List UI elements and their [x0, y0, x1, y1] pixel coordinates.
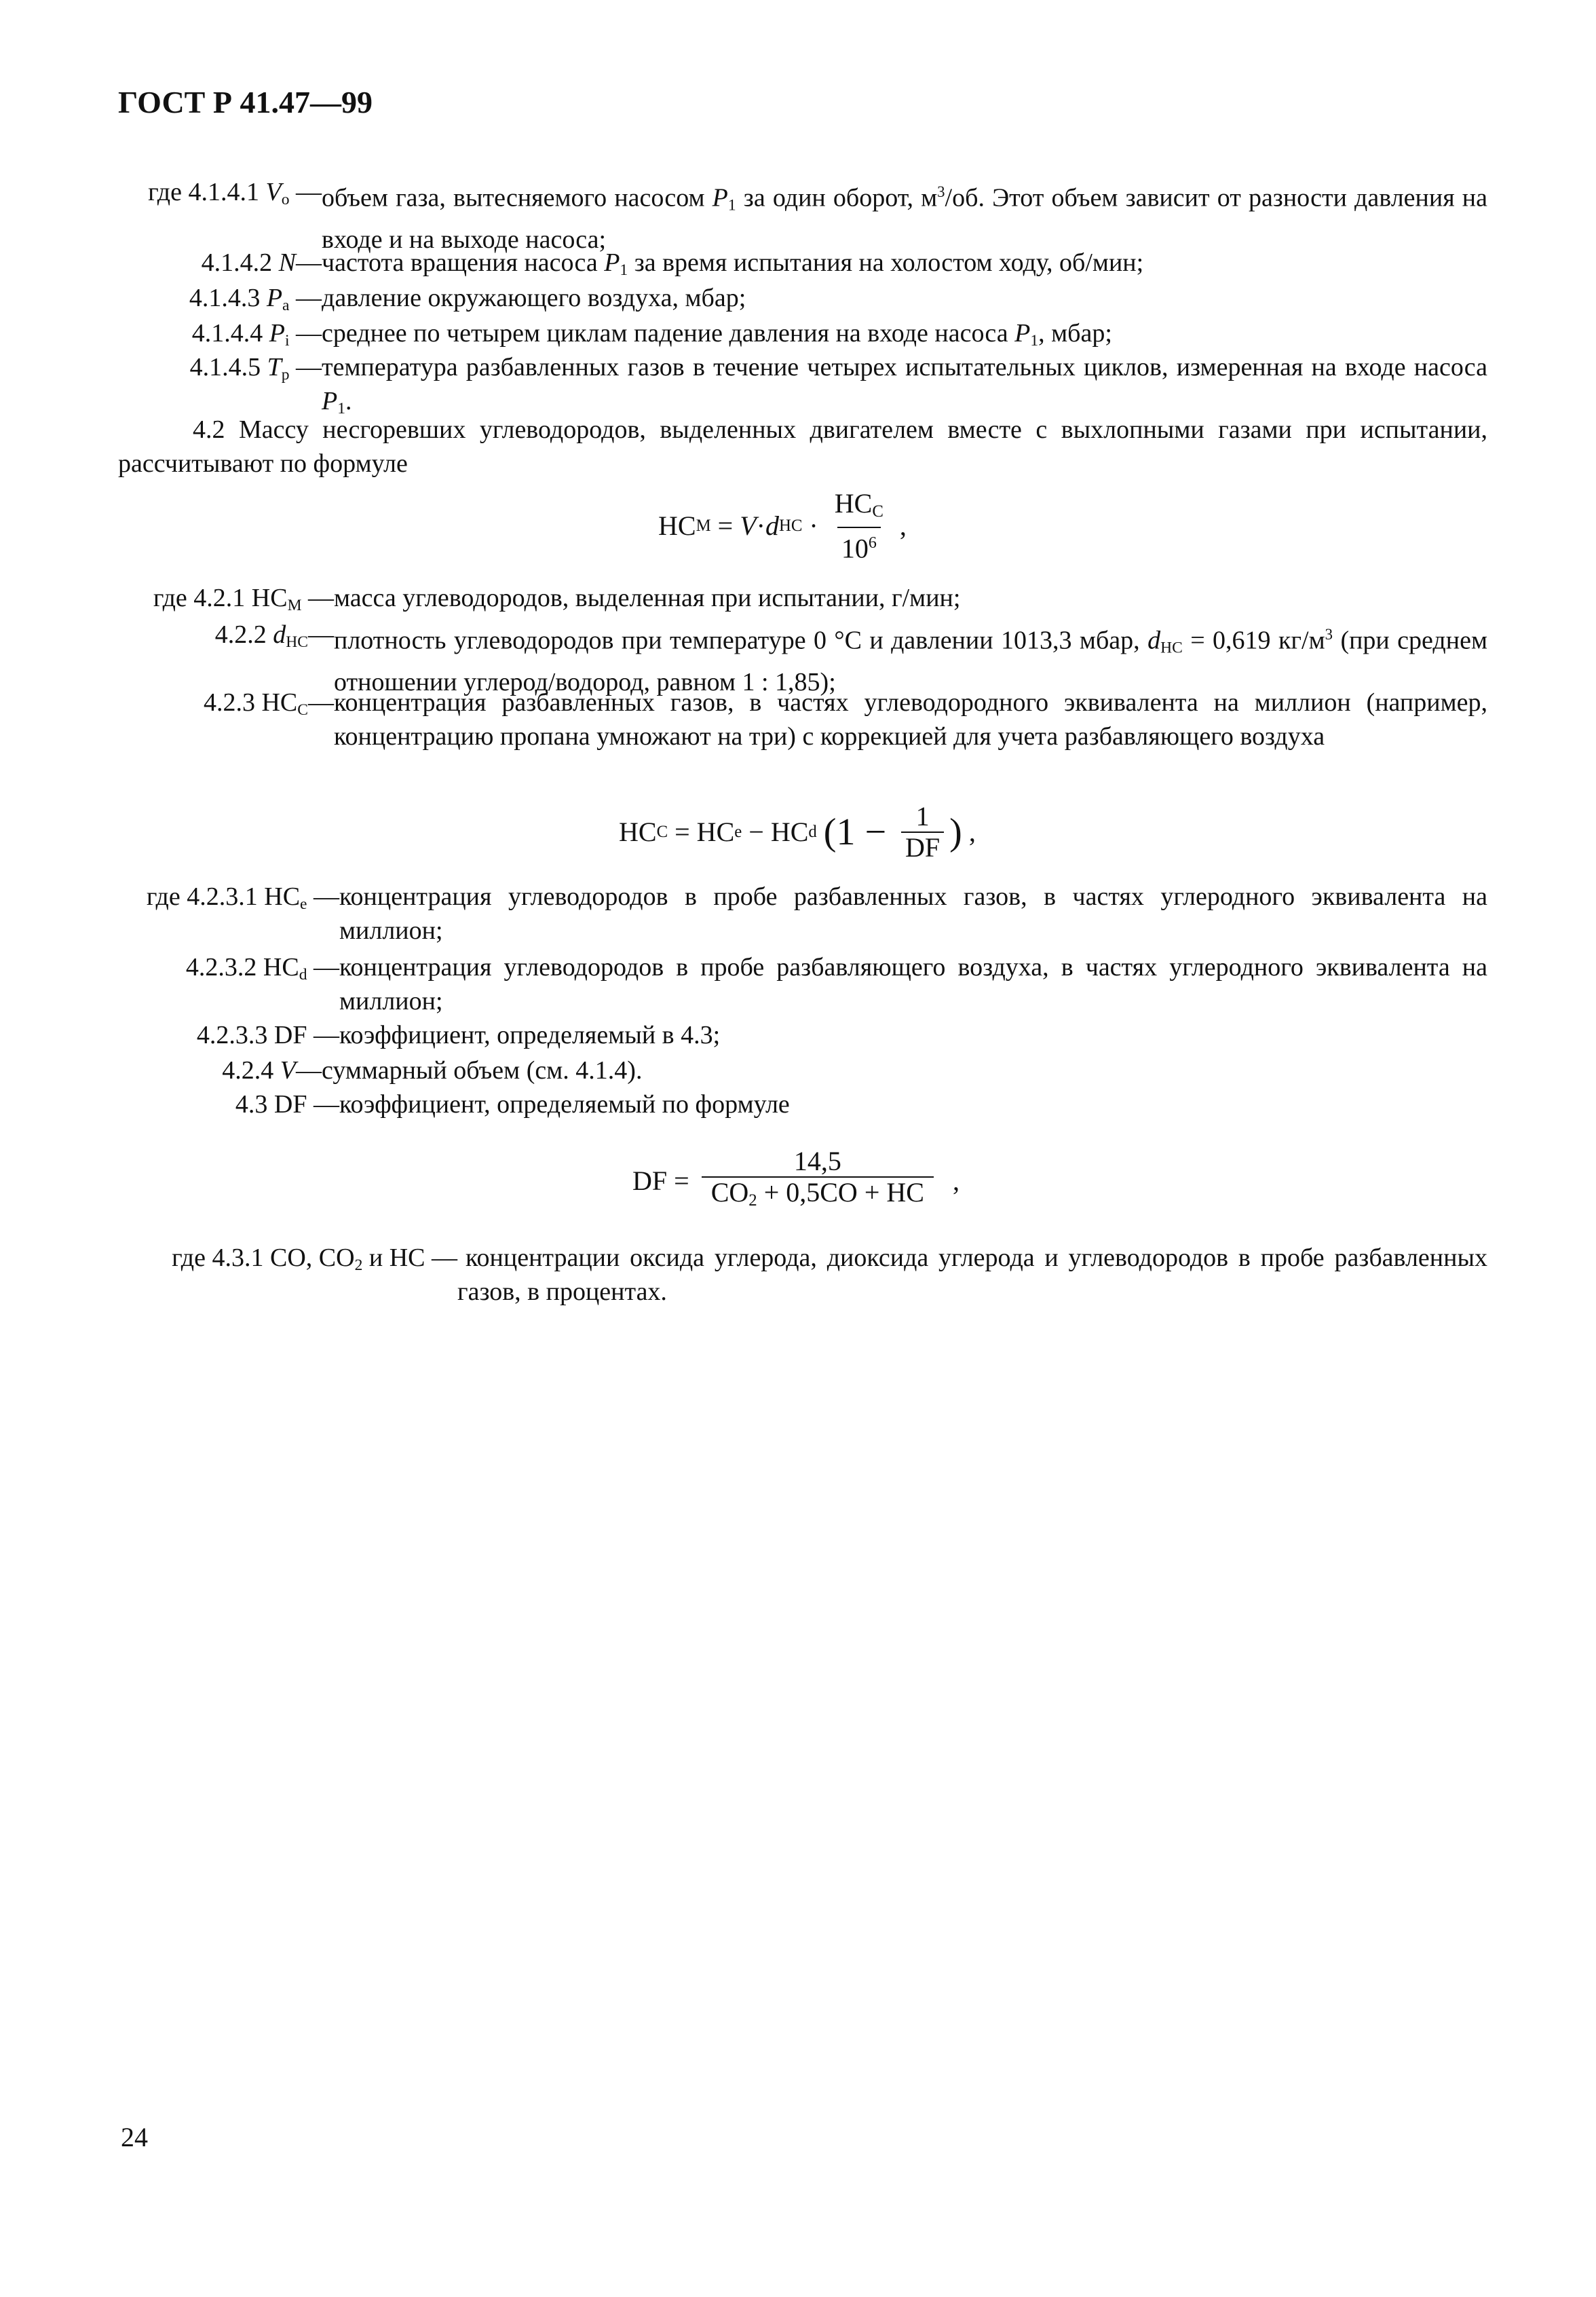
- paragraph-4-2: 4.2 Массу несгоревших углеводородов, выделенных двигателем вместе с выхлопными газами при испытании, рассчитывают по формуле: [118, 415, 1487, 478]
- definition-text: давление окружающего воздуха, мбар;: [322, 284, 746, 312]
- definition-4-3-1: [118, 1241, 1487, 1311]
- page-number: 24: [121, 2122, 148, 2152]
- fraction: $\frac{HC_C}{10^6}$: [834, 487, 884, 564]
- definition-text: концентрация углеводородов в пробе разбавляющего воздуха, в частях углеродного эквивалента на миллион;: [339, 953, 1487, 1015]
- definition-label: 4.2.3.3 DF —: [196, 1021, 339, 1049]
- definition-4-1-4-3: [118, 281, 1487, 316]
- definition-text: среднее по четырем циклам падение давления на входе насоса $P_1$, мбар;: [322, 319, 1112, 350]
- definition-4-1-4-5: [118, 350, 1487, 421]
- definition-text: коэффициент, определяемый в 4.3;: [339, 1021, 721, 1049]
- definition-4-2-3-2: [118, 950, 1487, 1021]
- definition-label: 4.3 DF —: [235, 1090, 339, 1119]
- definition-label: 4.2.2 $d_{HC}—$: [214, 620, 334, 651]
- definition-label: 4.2.4 V—: [222, 1056, 322, 1085]
- definition-text: масса углеводородов, выделенная при испытании, г/мин;: [334, 584, 961, 612]
- definition-label: 4.1.4.4 $P_i$ —: [191, 319, 322, 350]
- definition-4-2-4: [118, 1053, 1487, 1089]
- definition-label: 4.1.4.5 $T_p$ —: [189, 353, 322, 384]
- definition-label: где 4.3.1 CO, $CO_2$ и HC —: [172, 1244, 457, 1274]
- definition-4-2-3-1: [118, 880, 1487, 950]
- definition-text: объем газа, вытесняемого насосом $P_1$ за один оборот, $м^3/об$. Этот объем зависит от разности давления на входе и на выходе насоса;: [322, 183, 1488, 254]
- definition-4-3: [118, 1087, 1487, 1123]
- definition-4-1-4-1: [118, 175, 1488, 254]
- definition-4-1-4-2: [118, 246, 1487, 281]
- definition-label: 4.2.3.2 $HC_d$ —: [185, 953, 339, 984]
- fraction: $\frac{1}{DF}$: [901, 802, 944, 863]
- definition-label: 4.1.4.2 N—: [201, 248, 322, 277]
- definition-4-2-3: [118, 686, 1487, 791]
- definition-4-2-3-3: [118, 1018, 1487, 1053]
- definition-4-1-4-4: [118, 316, 1487, 352]
- document-header: ГОСТ Р 41.47—99: [118, 85, 373, 119]
- definition-text: концентрации оксида углерода, диоксида углерода и углеводородов в пробе разбавленных газов, в процентах.: [457, 1244, 1487, 1306]
- definition-label: где 4.1.4.1 $V_o$ —: [148, 178, 322, 208]
- fraction: $\frac{14,5}{CO_2 + 0,5CO + HC}$: [702, 1146, 934, 1216]
- definition-text: температура разбавленных газов в течение четырех испытательных циклов, измеренная на входе насоса $P_1$.: [322, 353, 1487, 417]
- definition-4-2-2: [118, 618, 1487, 696]
- definition-label: 4.2.3 $HC_C—$: [203, 688, 334, 719]
- formula-hc-mass: HC M = V · d HC · $\frac{HC_C}{10^6}$ ,: [658, 487, 907, 564]
- definition-label: где 4.2.1 $HC_M$ —: [153, 584, 334, 614]
- definition-text: концентрация разбавленных газов, в частях углеводородного эквивалента на миллион (например, концентрацию пропана умножают на три) с коррекцией для учета разбавляющего воздуха: [334, 688, 1487, 751]
- definition-text: коэффициент, определяемый по формуле: [339, 1090, 790, 1119]
- formula-df: DF = $\frac{14,5}{CO_2 + 0,5CO + HC}$ ,: [632, 1140, 960, 1222]
- formula-hc-corrected: HC C = HC e − HC d (1 − $\frac{1}{DF}$ ) ,: [619, 801, 976, 863]
- definition-text: частота вращения насоса $P_1$ за время испытания на холостом ходу, об/мин;: [322, 248, 1144, 279]
- definition-text: суммарный объем (см. 4.1.4).: [322, 1056, 643, 1085]
- definition-label: где 4.2.3.1 $HC_e$ —: [146, 882, 339, 913]
- definition-label: 4.1.4.3 $P_a$ —: [189, 284, 322, 314]
- definition-4-2-1: [118, 581, 1487, 616]
- definition-text: плотность углеводородов при температуре 0 °С и давлении 1013,3 мбар, $d_{HC} = 0,619$ $кг/м^3$ (при среднем отношении углерод/водород, равном 1 : 1,85);: [334, 626, 1487, 696]
- definition-text: концентрация углеводородов в пробе разбавленных газов, в частях углеродного эквивалента на миллион;: [339, 882, 1487, 945]
